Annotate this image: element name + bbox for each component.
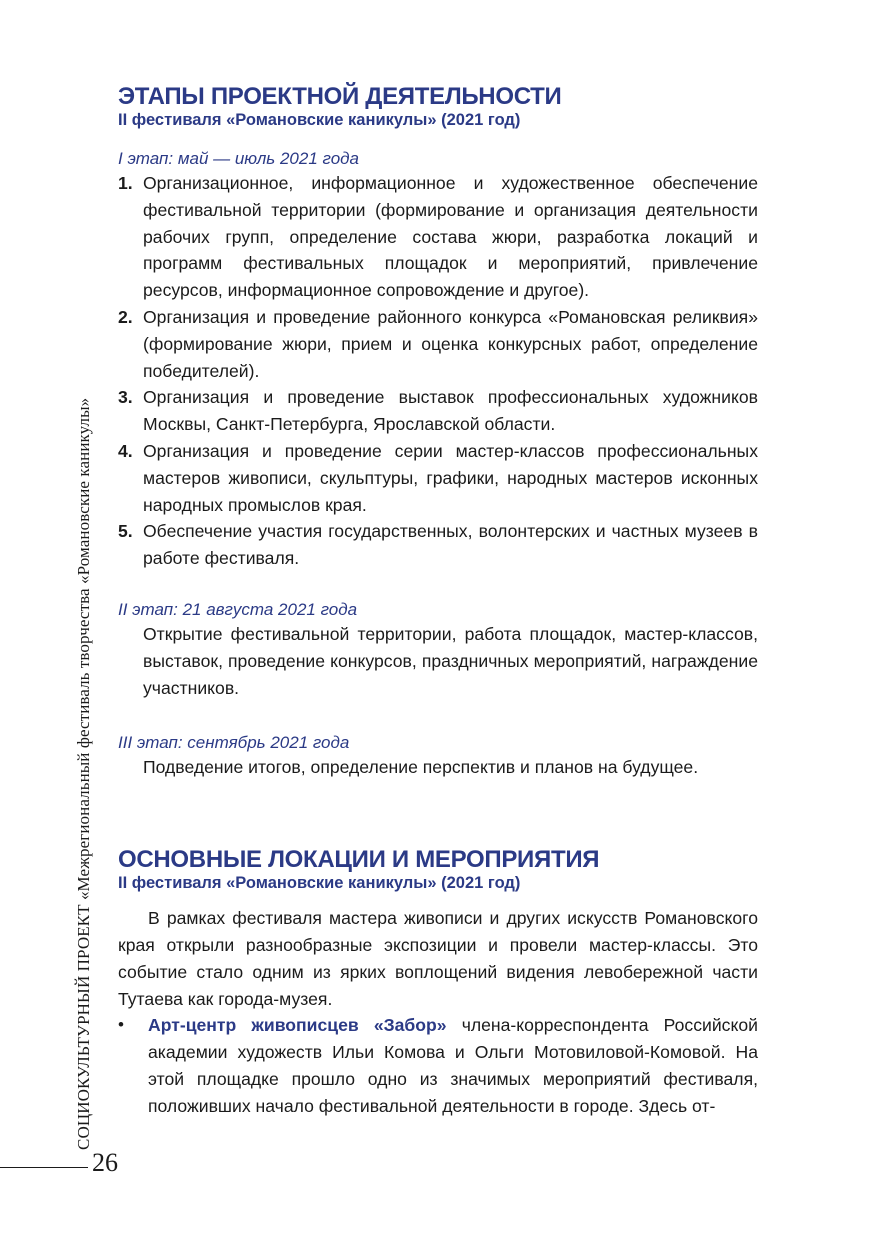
section-title: ОСНОВНЫЕ ЛОКАЦИИ И МЕРОПРИЯТИЯ	[118, 846, 600, 874]
list-item	[118, 384, 758, 438]
page-number: 26	[92, 1148, 118, 1177]
section-subtitle: II фестиваля «Романовские каникулы» (2021 год)	[118, 111, 521, 129]
footer-rule	[0, 1167, 88, 1168]
section-subtitle: II фестиваля «Романовские каникулы» (2021 год)	[118, 874, 521, 893]
bullet-icon: •	[118, 1015, 124, 1035]
stage-text: Подведение итогов, определение перспектив и планов на будущее.	[143, 757, 699, 778]
item-text: Организационное, информационное и художественное обеспечение фестивальной территории (формирование и организация деятельности рабочих групп, определение состава жюри, разработка локаций и программ фестивальных площадок и мероприятий, привлечение ресурсов, информационное сопровождение и другое).	[143, 173, 758, 301]
stage-heading: II этап: 21 августа 2021 года	[118, 599, 358, 619]
stage-heading: III этап: сентябрь 2021 года	[118, 733, 350, 753]
stage-items-list	[118, 170, 758, 572]
item-number: 3.	[118, 387, 133, 408]
item-text: Организация и проведение районного конкурса «Романовская реликвия» (формирование жюри, прием и оценка конкурсных работ, определение победителей).	[143, 306, 758, 381]
item-text: Организация и проведение выставок профессиональных художников Москвы, Санкт-Петербурга, Ярославской области.	[143, 387, 758, 435]
item-number: 2.	[118, 306, 133, 327]
location-name: Арт-центр живописцев «Забор»	[148, 1015, 447, 1036]
list-item	[118, 438, 758, 518]
location-description: члена-корреспондента Российской академии художеств Ильи Комова и Ольги Мотовиловой-Комовой. На этой площадке прошло одно из значимых мероприятий фестиваля, положивших начало фестивальной деятельности в городе. Здесь от-	[148, 1015, 758, 1116]
item-number: 1.	[118, 173, 133, 193]
item-text: Организация и проведение серии мастер-классов профессиональных мастеров живописи, скульптуры, графики, народных мастеров исконных народных промыслов края.	[143, 440, 758, 515]
section-locations	[118, 847, 758, 1119]
section-stages	[118, 84, 758, 781]
list-item	[118, 170, 758, 304]
item-text: Обеспечение участия государственных, волонтерских и частных музеев в работе фестиваля.	[143, 521, 758, 569]
page-content	[118, 84, 758, 1120]
stage-heading: I этап: май — июль 2021 года	[118, 149, 360, 168]
section-title: ЭТАПЫ ПРОЕКТНОЙ ДЕЯТЕЛЬНОСТИ	[118, 83, 562, 110]
side-caption: СОЦИОКУЛЬТУРНЫЙ ПРОЕКТ «Межрегиональный фестиваль творчества «Романовские каникулы»	[74, 397, 93, 1150]
item-number: 4.	[118, 440, 133, 461]
list-item	[118, 518, 758, 572]
list-item	[118, 1012, 758, 1119]
stage-text: Открытие фестивальной территории, работа площадок, мастер-классов, выставок, проведение конкурсов, праздничных мероприятий, награждение участников.	[143, 623, 758, 698]
bullet-text	[148, 1012, 758, 1119]
intro-paragraph: В рамках фестиваля мастера живописи и других искусств Романовского края открыли разнообразные экспозиции и провели мастер-классы. Это событие стало одним из ярких воплощений видения левобережной части Тутаева как города-музея.	[118, 908, 758, 1009]
item-number: 5.	[118, 521, 133, 542]
list-item	[118, 304, 758, 384]
